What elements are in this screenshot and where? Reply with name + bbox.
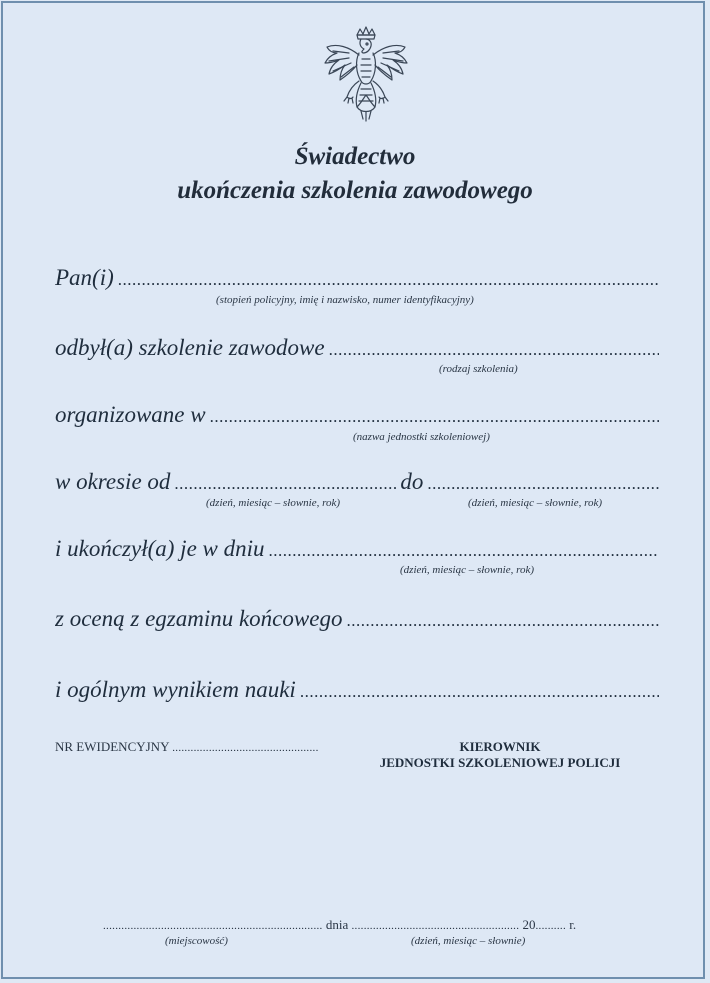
- completed-field-label: i ukończył(a) je w dniu: [55, 536, 265, 561]
- registry-number-label: NR EWIDENCYJNY: [55, 739, 169, 754]
- name-field-label: Pan(i): [55, 265, 114, 290]
- period-from-line[interactable]: [174, 474, 396, 494]
- period-to-label: do: [400, 469, 424, 494]
- polish-eagle-icon: [319, 25, 413, 123]
- certificate-subtitle: ukończenia szkolenia zawodowego: [177, 177, 533, 204]
- period-field-row: [55, 469, 659, 499]
- result-field-row: [55, 677, 659, 707]
- completed-field-row: [55, 536, 659, 566]
- registry-number: [55, 739, 319, 755]
- training-field-row: [55, 335, 659, 365]
- training-field-hint: (rodzaj szkolenia): [439, 363, 518, 375]
- period-from-hint: (dzień, miesiąc – słownie, rok): [206, 497, 341, 509]
- period-to-hint: (dzień, miesiąc – słownie, rok): [468, 497, 603, 509]
- grade-field-row: [55, 606, 659, 636]
- name-field-line[interactable]: [118, 270, 659, 290]
- date-hint: (dzień, miesiąc – słownie): [411, 935, 526, 947]
- organizer-field-label: organizowane w: [55, 402, 206, 427]
- training-field-line[interactable]: [329, 340, 659, 360]
- grade-field-line[interactable]: [346, 611, 659, 631]
- signatory-unit: JEDNOSTKI SZKOLENIOWEJ POLICJI: [379, 755, 621, 770]
- period-to-line[interactable]: [427, 474, 659, 494]
- year-suffix: r.: [566, 917, 577, 932]
- grade-field-label: z oceną z egzaminu końcowego: [55, 606, 343, 631]
- certificate-page: [1, 1, 705, 979]
- completed-field-hint: (dzień, miesiąc – słownie, rok): [400, 564, 535, 576]
- year-prefix: 20: [522, 917, 536, 932]
- training-field-label: odbył(a) szkolenie zawodowe: [55, 335, 325, 360]
- organizer-field-hint: (nazwa jednostki szkoleniowej): [353, 431, 490, 443]
- result-field-line[interactable]: [300, 682, 659, 702]
- name-field-hint: (stopień policyjny, imię i nazwisko, numer identyfikacyjny): [216, 294, 474, 306]
- place-line[interactable]: [103, 920, 323, 932]
- registry-number-line[interactable]: [172, 742, 318, 754]
- certificate-title: Świadectwo: [294, 143, 416, 170]
- period-from-label: w okresie od: [55, 469, 171, 494]
- signatory-title: KIEROWNIK: [459, 739, 541, 754]
- organizer-field-line[interactable]: [210, 407, 659, 427]
- result-field-label: i ogólnym wynikiem nauki: [55, 677, 296, 702]
- date-line[interactable]: [352, 920, 520, 932]
- place-date-row: [103, 917, 576, 933]
- organizer-field-row: [55, 402, 659, 432]
- place-hint: (miejscowość): [165, 935, 228, 947]
- year-line[interactable]: [536, 920, 567, 932]
- date-dnia-label: dnia: [325, 917, 349, 932]
- name-field-row: [55, 265, 659, 295]
- completed-field-line[interactable]: [269, 541, 659, 561]
